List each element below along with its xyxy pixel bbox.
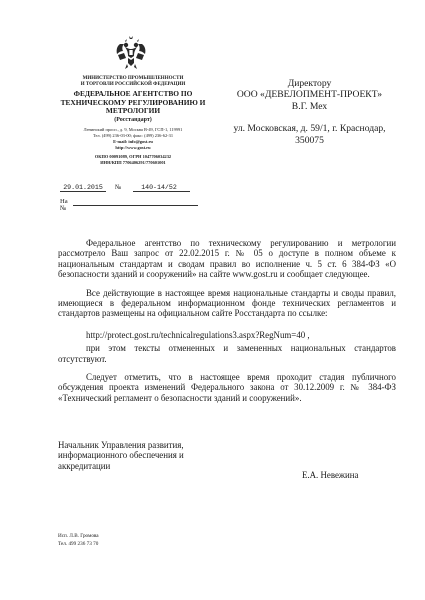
executor-phone: Тел. 499 236 73 70: [58, 540, 99, 547]
letter-body: [58, 238, 396, 411]
agency-short-name: (Росстандарт): [114, 116, 152, 123]
paragraph-3: при этом тексты отмененных и замененных национальных стандартов отсутствуют.: [58, 343, 396, 364]
recipient-name: В.Г. Мех: [291, 100, 328, 112]
signatory-position: Начальник Управления развития, информационного обеспечения и аккредитации: [58, 440, 184, 471]
agency-name: ФЕДЕРАЛЬНОЕ АГЕНТСТВО ПО ТЕХНИЧЕСКОМУ РЕГУЛИРОВАНИЮ И МЕТРОЛОГИИ: [60, 89, 206, 116]
number-sign: №: [115, 184, 122, 191]
contact-details: [58, 127, 208, 151]
recipient-title: Директору: [287, 78, 332, 89]
recipient-company: ООО «ДЕВЕЛОПМЕНТ-ПРОЕКТ»: [236, 89, 383, 101]
executor-name: Исп. Л.В. Громова: [58, 533, 99, 539]
paragraph-1: Федеральное агентство по техническому регулированию и метрологии рассмотрело Ваш запрос от 22.02.2015 г. № 05 о доступе в полном объеме к национальным стандартам и сводам правил во исполнение ч. 5 ст. 6 384-ФЗ «О безопасности зданий и сооружений» на сайте www.gost.ru и сообщает следующее.: [58, 238, 396, 280]
website-link[interactable]: http://www.gost.ru: [115, 144, 151, 150]
regulations-link[interactable]: http://protect.gost.ru/technicalregulations3.aspx?RegNum=40 ,: [86, 329, 310, 340]
executor-block: [58, 533, 99, 548]
paragraph-4: Следует отметить, что в настоящее время проходит стадия публичного обсуждения проекта изменений Федерального закона от 30.12.2009 г. № 384-ФЗ «Технический регламент о безопасности зданий и сооружений».: [58, 372, 396, 403]
address: Ленинский просп., д. 9, Москва В-49, ГСП-1, 119991: [83, 126, 183, 132]
signatory-name: Е.А. Невежина: [302, 470, 359, 480]
number-underline: [133, 191, 190, 192]
reply-underline: [73, 205, 198, 206]
ministry-name: МИНИСТЕРСТВО ПРОМЫШЛЕННОСТИ И ТОРГОВЛИ РОССИЙСКОЙ ФЕДЕРАЦИИ: [80, 76, 186, 87]
recipient-postcode: 350075: [295, 134, 324, 146]
outgoing-date: 29.01.2015: [63, 184, 103, 191]
reply-prefix: На №: [60, 198, 68, 212]
double-headed-eagle-emblem-icon: [115, 36, 147, 70]
email-link[interactable]: E-mail: info@gost.ru: [113, 138, 153, 144]
recipient-block: [232, 78, 387, 146]
sender-block: [58, 76, 208, 166]
paragraph-2: Все действующие в настоящее время национальные стандарты и своды правил, имеющиеся в федеральном информационном фонде технических регламентов и стандартов размещены на официальном сайте Росстандарта по ссылке:: [58, 287, 396, 319]
phone-fax: Тел. (499) 236-03-00; факс: (499) 236-62-31: [92, 132, 174, 138]
outgoing-number: 140-14/52: [141, 184, 177, 191]
recipient-address: ул. Московская, д. 59/1, г. Краснодар,: [233, 123, 386, 135]
date-underline: [60, 191, 106, 192]
registry-codes: ОКПО 00091089, ОГРН 1047706034232 ИНН/КПП 7706406291/770601001: [94, 153, 172, 165]
